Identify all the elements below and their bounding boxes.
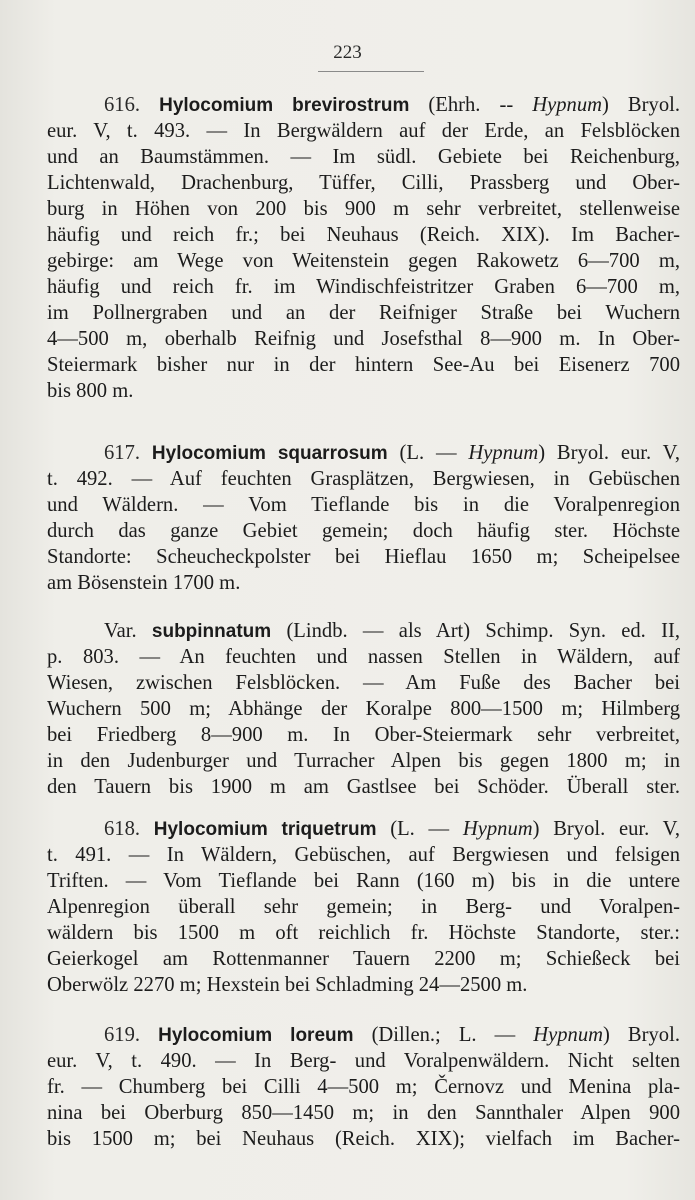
species-name: brevirostrum (292, 95, 410, 116)
text-line: burg in Höhen von 200 bis 900 m sehr verbreitet, stellenweise (47, 198, 680, 220)
species-name: triquetrum (281, 819, 377, 840)
text-line: bei Friedberg 8—900 m. In Ober-Steiermark sehr verbreitet, (47, 724, 680, 746)
entry-617-heading: 617. Hylocomium squarrosum (L. — Hypnum) Bryol. eur. V, (104, 442, 681, 464)
text-line: den Tauern bis 1900 m am Gastlsee bei Schöder. Überall ster. (47, 776, 680, 798)
text-line: 4—500 m, oberhalb Reifnig und Josefsthal 8—900 m. In Ober- (47, 328, 680, 350)
genus-name: Hylocomium (151, 443, 266, 464)
text-line: in den Judenburger und Turracher Alpen bis gegen 1800 m; in (47, 750, 680, 772)
text-line: eur. V, t. 490. — In Berg- und Voralpenwäldern. Nicht selten (47, 1050, 680, 1072)
text-line: bis 800 m. (47, 380, 134, 402)
text-line: p. 803. — An feuchten und nassen Stellen in Wäldern, auf (47, 646, 680, 668)
text-line: häufig und reich fr.; bei Neuhaus (Reich. XIX). Im Bacher- (47, 224, 680, 246)
text-line: eur. V, t. 493. — In Bergwäldern auf der Erde, an Felsblöcken (47, 120, 680, 142)
genus-name: Hylocomium (153, 819, 268, 840)
page-number: 223 (333, 42, 362, 63)
text-line: t. 492. — Auf feuchten Grasplätzen, Bergwiesen, in Gebüschen (47, 468, 680, 490)
text-line: bis 1500 m; bei Neuhaus (Reich. XIX); vielfach im Bacher- (47, 1128, 680, 1150)
text-line: fr. — Chumberg bei Cilli 4—500 m; Černovz und Menina pla- (47, 1076, 680, 1098)
species-name: squarrosum (277, 443, 388, 464)
text-line: häufig und reich fr. im Windischfeistritzer Graben 6—700 m, (47, 276, 680, 298)
species-name: loreum (290, 1025, 354, 1046)
entry-616-heading: 616. Hylocomium brevirostrum (Ehrh. -- Hypnum) Bryol. (104, 94, 680, 116)
text-line: Alpenregion überall sehr gemein; in Berg- und Voralpen- (47, 896, 680, 918)
text-line: durch das ganze Gebiet gemein; doch häufig ster. Höchste (47, 520, 680, 542)
text-line: Wiesen, zwischen Felsblöcken. — Am Fuße des Bacher bei (47, 672, 680, 694)
entry-619-heading: 619. Hylocomium loreum (Dillen.; L. — Hypnum) Bryol. (104, 1024, 680, 1046)
genus-name: Hylocomium (159, 95, 274, 116)
text-line: Oberwölz 2270 m; Hexstein bei Schladming 24—2500 m. (47, 974, 528, 996)
text-line: Lichtenwald, Drachenburg, Tüffer, Cilli, Prassberg und Ober- (47, 172, 680, 194)
text-line: Wuchern 500 m; Abhänge der Koralpe 800—1500 m; Hilmberg (47, 698, 680, 720)
entry-618-heading: 618. Hylocomium triquetrum (L. — Hypnum) Bryol. eur. V, (104, 818, 680, 840)
text-line: gebirge: am Wege von Weitenstein gegen Rakowetz 6—700 m, (47, 250, 680, 272)
text-line: und an Baumstämmen. — Im südl. Gebiete bei Reichenburg, (47, 146, 680, 168)
text-line: und Wäldern. — Vom Tieflande bis in die Voralpenregion (47, 494, 680, 516)
text-line: im Pollnergraben und an der Reifniger Straße bei Wuchern (47, 302, 680, 324)
genus-name: Hylocomium (158, 1025, 273, 1046)
header-rule (318, 71, 424, 72)
text-line: Standorte: Scheucheckpolster bei Hieflau 1650 m; Scheipelsee (47, 546, 680, 568)
text-line: wäldern bis 1500 m oft reichlich fr. Höchste Standorte, ster.: (47, 922, 680, 944)
text-line: nina bei Oberburg 850—1450 m; in den Sannthaler Alpen 900 (47, 1102, 680, 1124)
text-line: Steiermark bisher nur in der hintern See-Au bei Eisenerz 700 (47, 354, 680, 376)
text-line: Geierkogel am Rottenmanner Tauern 2200 m; Schießeck bei (47, 948, 680, 970)
variety-name: subpinnatum (151, 621, 272, 642)
text-line: am Bösenstein 1700 m. (47, 572, 241, 594)
variety-heading: Var. subpinnatum (Lindb. — als Art) Schimp. Syn. ed. II, (104, 620, 680, 642)
text-line: t. 491. — In Wäldern, Gebüschen, auf Bergwiesen und felsigen (47, 844, 680, 866)
text-line: Triften. — Vom Tieflande bei Rann (160 m) bis in die untere (47, 870, 680, 892)
